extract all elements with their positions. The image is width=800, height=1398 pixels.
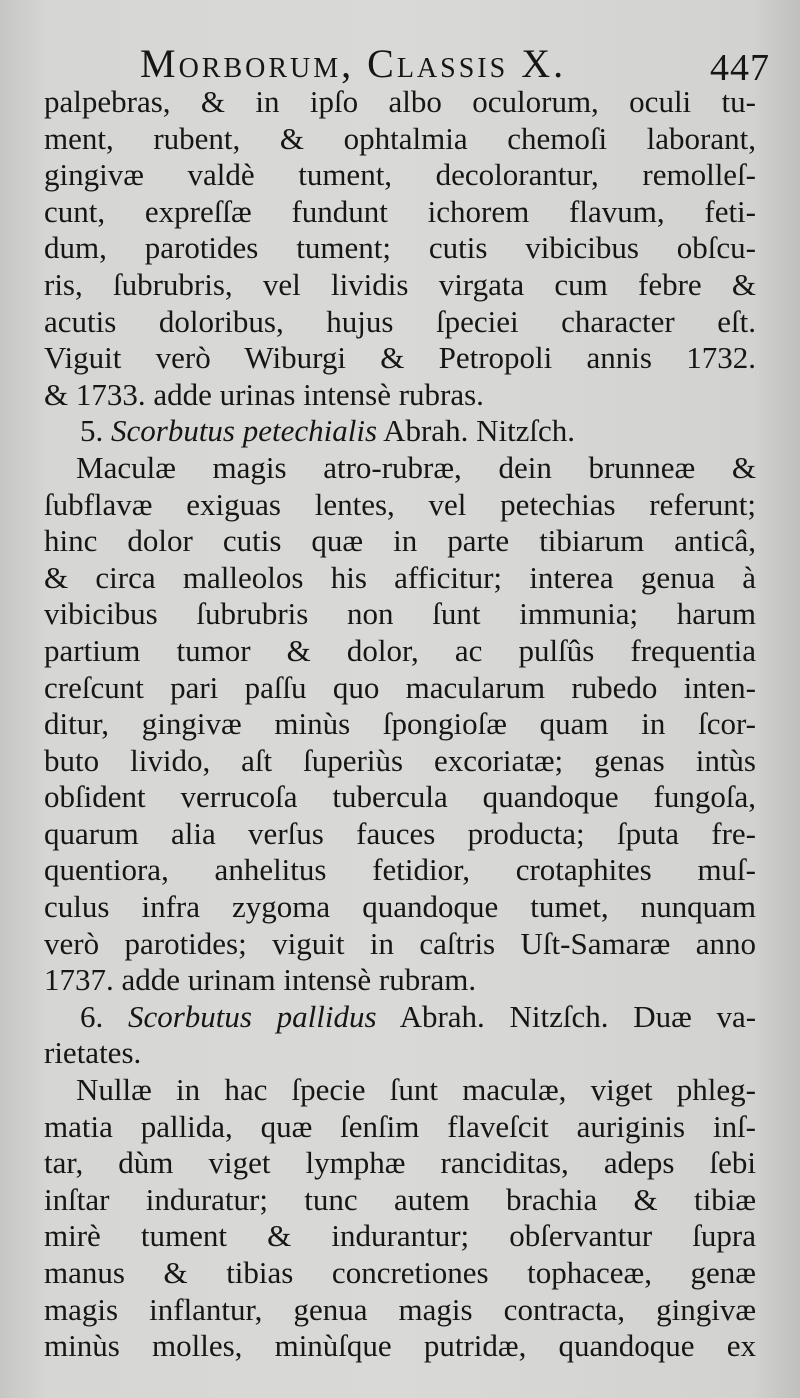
text-line: Nullæ in hac ſpecie ſunt maculæ, viget phleg- <box>76 1072 756 1108</box>
running-title: Morborum, Classis X. <box>140 41 567 86</box>
species-number: 6. <box>80 998 104 1034</box>
text-line: manus & tibias concretiones tophaceæ, genæ <box>44 1255 756 1290</box>
running-header <box>140 40 770 89</box>
species-heading-5 <box>44 413 756 450</box>
text-line: palpebras, & in ipſo albo oculorum, oculi tu- <box>44 84 756 119</box>
text-line: ditur, gingivæ minùs ſpongioſæ quam in ſcor- <box>44 706 756 742</box>
text-line: quentiora, anhelitus fetidior, crotaphites muſ- <box>44 852 756 888</box>
page-text <box>44 84 756 1365</box>
text-line: creſcunt pari paſſu quo macularum rubedo inten- <box>44 669 756 705</box>
text-line: gingivæ valdè tument, decolorantur, remolleſ- <box>44 157 756 193</box>
text-line: acutis doloribus, hujus ſpeciei character eſt. <box>44 303 756 339</box>
species-name: Scorbutus petechialis <box>111 413 378 449</box>
text-line: Maculæ magis atro-rubræ, dein brunneæ & <box>76 449 756 485</box>
text-line: ſubflavæ exiguas lentes, vel petechias referunt; <box>44 486 756 522</box>
text-line: culus infra zygoma quandoque tumet, nunquam <box>44 889 756 925</box>
text-line: quarum alia verſus fauces producta; ſputa fre- <box>44 815 756 851</box>
text-line: 1737. adde urinam intensè rubram. <box>44 962 477 998</box>
text-line: & circa malleolos his afficitur; interea genua à <box>44 559 756 595</box>
text-line: Viguit verò Wiburgi & Petropoli annis 1732. <box>44 340 756 376</box>
text-line: magis inflantur, genua magis contracta, gingivæ <box>44 1291 756 1327</box>
species-name: Scorbutus pallidus <box>127 998 377 1034</box>
text-line: mirè tument & indurantur; obſervantur ſupra <box>44 1218 756 1254</box>
text-line: inſtar induratur; tunc autem brachia & tibiæ <box>44 1181 756 1217</box>
text-line: tar, dùm viget lymphæ ranciditas, adeps ſebi <box>44 1145 756 1181</box>
text-line: ris, ſubrubris, vel lividis virgata cum febre & <box>44 266 756 302</box>
text-line: cunt, expreſſæ fundunt ichorem flavum, feti- <box>44 193 756 229</box>
species-number: 5. <box>80 413 104 449</box>
text-line: vibicibus ſubrubris non ſunt immunia; harum <box>44 596 756 632</box>
text-line: partium tumor & dolor, ac pulſûs frequentia <box>44 632 756 668</box>
species-author: Abrah. Nitzſch. <box>399 998 609 1034</box>
text-line: verò parotides; viguit in caſtris Uſt-Samaræ anno <box>44 925 756 961</box>
species-note: Duæ va- <box>633 998 757 1034</box>
species-author: Abrah. Nitzſch. <box>383 413 576 449</box>
text-line: rietates. <box>44 1035 142 1071</box>
text-line: matia pallida, quæ ſenſim flaveſcit auriginis inſ- <box>44 1108 756 1144</box>
text-line: buto livido, aſt ſuperiùs excoriatæ; genas intùs <box>44 742 756 778</box>
text-line: dum, parotides tument; cutis vibicibus obſcu- <box>44 230 756 266</box>
text-line: obſident verrucoſa tubercula quandoque fungoſa, <box>44 779 756 815</box>
text-line: minùs molles, minùſque putridæ, quandoque ex <box>44 1328 756 1364</box>
species-heading-6 <box>44 999 756 1036</box>
text-line: ment, rubent, & ophtalmia chemoſi laborant, <box>44 120 756 156</box>
text-line: hinc dolor cutis quæ in parte tibiarum anticâ, <box>44 523 756 559</box>
text-line: & 1733. adde urinas intensè rubras. <box>44 376 484 412</box>
page-number: 447 <box>710 47 770 89</box>
